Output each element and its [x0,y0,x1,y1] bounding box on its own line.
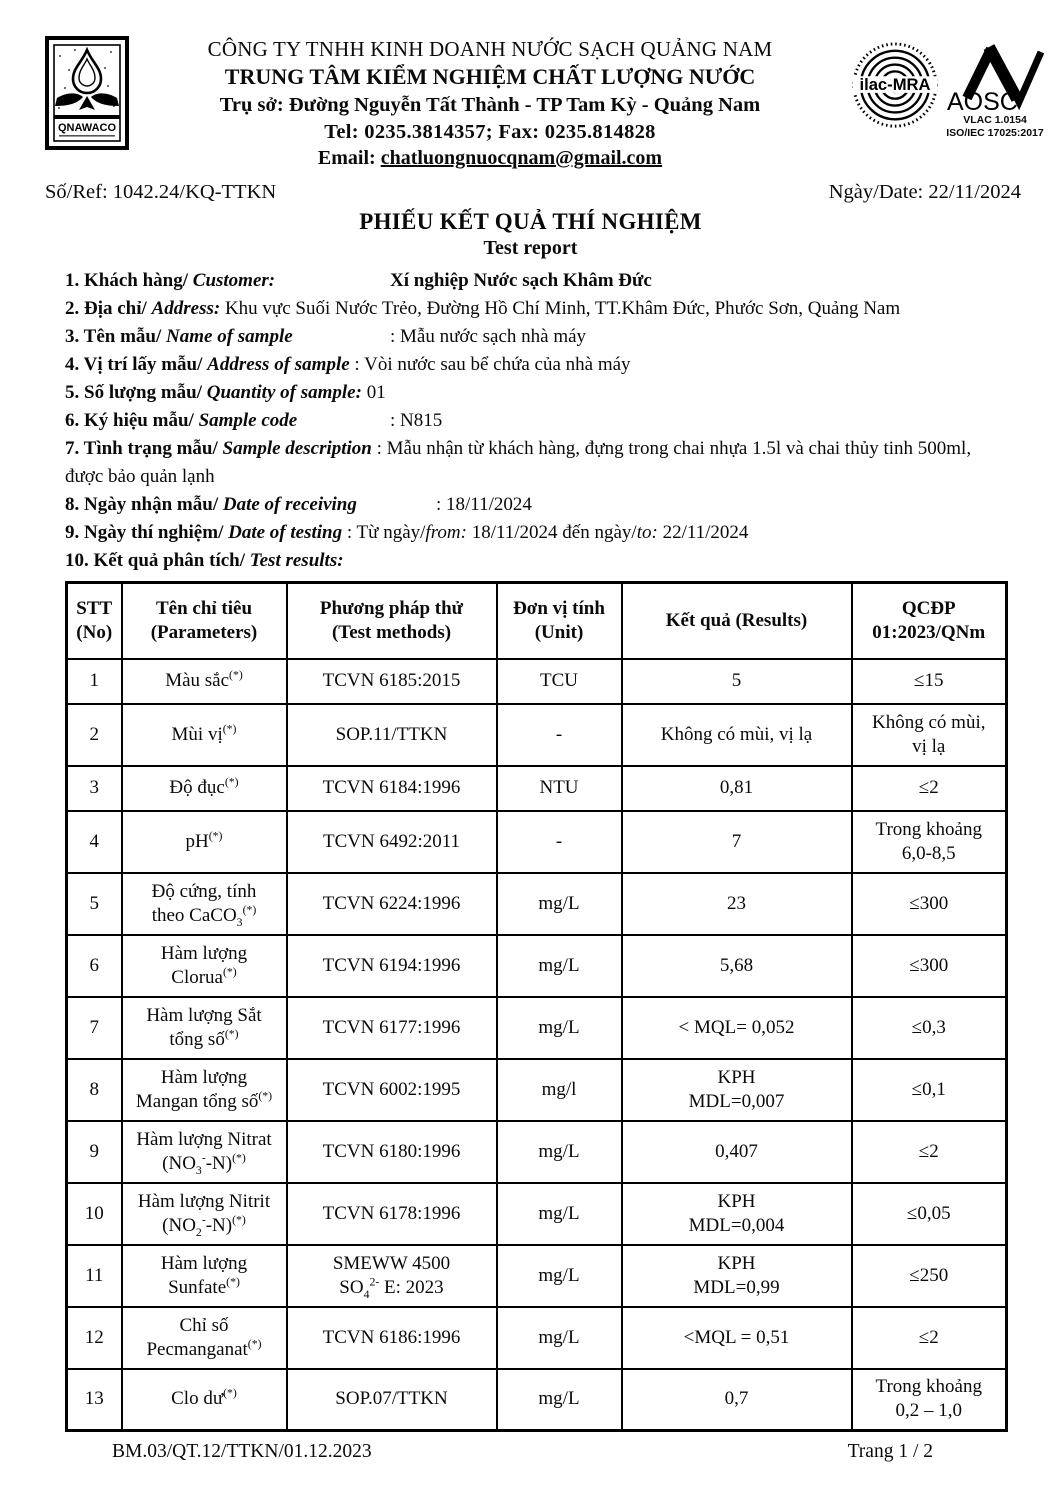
letterhead-text [135,36,845,171]
item-label: 7. Tình trạng mẫu/ Sample description [65,438,372,460]
info-items [65,267,1013,575]
ref-row [0,181,1061,204]
qnawaco-logo-text: QNAWACO [57,122,117,134]
item-label: 3. Tên mẫu/ Name of sample [65,326,293,348]
cell-parameter: Mùi vị(*) [122,704,287,766]
col-header-result: Kết quả (Results) [622,583,852,659]
info-item-4 [65,351,1013,379]
cell-unit: NTU [497,766,622,811]
report-title-vi: PHIẾU KẾT QUẢ THÍ NGHIỆM [359,209,702,235]
info-item-10 [65,547,1013,575]
cell-result: 23 [622,873,852,935]
cell-method: SOP.07/TTKN [287,1369,497,1431]
cell-method: TCVN 6224:1996 [287,873,497,935]
cell-result: 5 [622,659,852,704]
table-row-1 [67,659,1007,704]
letterhead [0,0,1061,171]
cell-stt: 1 [67,659,122,704]
cell-limit: ≤2 [852,1121,1007,1183]
cell-parameter: Độ cứng, tính theo CaCO$_3$(*) [122,873,287,935]
cell-parameter: Màu sắc(*) [122,659,287,704]
cell-method: TCVN 6185:2015 [287,659,497,704]
cell-result: KPH MDL=0,007 [622,1059,852,1121]
cell-limit: Không có mùi, vị lạ [852,704,1007,766]
cell-stt: 8 [67,1059,122,1121]
cell-stt: 3 [67,766,122,811]
info-item-2 [65,295,1013,323]
item-label: 9. Ngày thí nghiệm/ Date of testing [65,522,343,544]
cell-result: Không có mùi, vị lạ [622,704,852,766]
company-address: Trụ sở: Đường Nguyễn Tất Thành - TP Tam Kỳ - Quảng Nam [219,93,761,116]
cell-limit: ≤2 [852,766,1007,811]
cell-method: TCVN 6194:1996 [287,935,497,997]
table-row-12 [67,1307,1007,1369]
cell-method: TCVN 6180:1996 [287,1121,497,1183]
results-table-header-row [67,583,1007,659]
ilac-mra-icon [851,38,939,138]
table-row-6 [67,935,1007,997]
cell-unit: TCU [497,659,622,704]
cell-unit: mg/L [497,1307,622,1369]
cell-unit: mg/L [497,1121,622,1183]
item-label: 6. Ký hiệu mẫu/ Sample code [65,410,298,432]
item-value: : Vòi nước sau bể chứa của nhà máy [354,354,631,376]
item-value: 01 [366,382,386,404]
aosc-logo [945,36,1045,140]
results-table [65,581,1008,1432]
email-label: Email: [317,147,376,170]
cell-limit: Trong khoảng 0,2 – 1,0 [852,1369,1007,1431]
item-value: Khu vực Suối Nước Trẻo, Đường Hồ Chí Minh, TT.Khâm Đức, Phước Sơn, Quảng Nam [224,298,901,320]
col-header-unit: Đơn vị tính (Unit) [497,583,622,659]
cell-stt: 13 [67,1369,122,1431]
cell-method: SOP.11/TTKN [287,704,497,766]
cell-parameter: Hàm lượng Mangan tổng số(*) [122,1059,287,1121]
cell-unit: mg/l [497,1059,622,1121]
table-row-8 [67,1059,1007,1121]
cell-limit: ≤300 [852,873,1007,935]
item-label: 5. Số lượng mẫu/ Quantity of sample: [65,382,362,404]
info-item-5 [65,379,1013,407]
table-row-2 [67,704,1007,766]
cell-stt: 10 [67,1183,122,1245]
cell-parameter: Hàm lượng Clorua(*) [122,935,287,997]
cell-result: <MQL = 0,51 [622,1307,852,1369]
report-title-en: Test report [483,237,578,260]
cell-parameter: Clo dư(*) [122,1369,287,1431]
col-header-method: Phương pháp thử (Test methods) [287,583,497,659]
cell-limit: ≤2 [852,1307,1007,1369]
ilac-mra-text: ilac-MRA [859,74,931,94]
cell-parameter: Hàm lượng Nitrat $(NO_3^--N)^{(*)}$ [122,1121,287,1183]
table-row-5 [67,873,1007,935]
report-date: Ngày/Date: 22/11/2024 [828,181,1021,204]
cell-result: 0,7 [622,1369,852,1431]
col-header-limit: QCĐP 01:2023/QNm [852,583,1007,659]
cell-stt: 11 [67,1245,122,1307]
cell-method: TCVN 6177:1996 [287,997,497,1059]
table-row-3 [67,766,1007,811]
info-item-6 [65,407,1013,435]
page-footer [0,1432,1061,1463]
cell-method: TCVN 6002:1995 [287,1059,497,1121]
aosc-iso-standard: ISO/IEC 17025:2017 [946,127,1044,140]
cell-parameter: Hàm lượng Sunfate(*) [122,1245,287,1307]
cell-limit: ≤0,05 [852,1183,1007,1245]
cell-unit: mg/L [497,997,622,1059]
center-name: TRUNG TÂM KIỂM NGHIỆM CHẤT LƯỢNG NƯỚC [224,64,756,90]
col-header-parameter: Tên chỉ tiêu (Parameters) [122,583,287,659]
cell-parameter: Chỉ số Pecmanganat(*) [122,1307,287,1369]
col-header-stt: STT (No) [67,583,122,659]
cell-unit: - [497,704,622,766]
form-code: BM.03/QT.12/TTKN/01.12.2023 [112,1441,372,1463]
item-label: 10. Kết quả phân tích/ Test results: [65,550,344,572]
qnawaco-logo [45,36,129,155]
cell-limit: ≤300 [852,935,1007,997]
cell-unit: - [497,811,622,873]
cell-result: 0,81 [622,766,852,811]
table-row-10 [67,1183,1007,1245]
cell-unit: mg/L [497,1369,622,1431]
cell-method: TCVN 6184:1996 [287,766,497,811]
cell-result: KPH MDL=0,99 [622,1245,852,1307]
company-email-line [135,145,845,171]
table-row-9 [67,1121,1007,1183]
cell-unit: mg/L [497,873,622,935]
cell-method: TCVN 6492:2011 [287,811,497,873]
cell-method: TCVN 6186:1996 [287,1307,497,1369]
cell-stt: 6 [67,935,122,997]
cell-result: 0,407 [622,1121,852,1183]
info-item-8 [65,491,1013,519]
cell-stt: 7 [67,997,122,1059]
cell-stt: 2 [67,704,122,766]
info-item-9 [65,519,1013,547]
cell-result: 7 [622,811,852,873]
cell-parameter: Hàm lượng Nitrit $(NO_2^--N)^{(*)}$ [122,1183,287,1245]
cell-parameter: pH(*) [122,811,287,873]
ref-number: Số/Ref: 1042.24/KQ-TTKN [45,181,277,204]
water-company-logo-icon [45,36,129,150]
info-item-3 [65,323,1013,351]
cell-stt: 12 [67,1307,122,1369]
cell-parameter: Độ đục(*) [122,766,287,811]
results-table-body [67,659,1007,1431]
cell-limit: ≤15 [852,659,1007,704]
cell-result: 5,68 [622,935,852,997]
cell-stt: 9 [67,1121,122,1183]
item-label: 8. Ngày nhận mẫu/ Date of receiving [65,494,357,516]
item-value: : Mẫu nhận từ khách hàng, đựng trong chai nhựa 1.5l và chai thủy tinh 500ml, được bảo quản lạnh [65,438,972,488]
table-row-4 [67,811,1007,873]
ilac-mra-logo [851,36,939,143]
info-item-7 [65,435,1013,491]
cell-method: TCVN 6178:1996 [287,1183,497,1245]
aosc-accreditation-number: VLAC 1.0154 [963,114,1027,126]
item-label: 2. Địa chỉ/ Address: [65,298,221,320]
cell-stt: 4 [67,811,122,873]
item-value: : Mẫu nước sạch nhà máy [390,326,587,348]
cell-limit: Trong khoảng 6,0-8,5 [852,811,1007,873]
item-value: : Từ ngày/from: 18/11/2024 đến ngày/to: 22/11/2024 [346,522,749,544]
cell-limit: ≤0,1 [852,1059,1007,1121]
company-name: CÔNG TY TNHH KINH DOANH NƯỚC SẠCH QUẢNG NAM [207,37,773,61]
item-label: 4. Vị trí lấy mẫu/ Address of sample [65,354,350,376]
aosc-mark-icon [945,36,1045,114]
table-row-7 [67,997,1007,1059]
cell-result: KPH MDL=0,004 [622,1183,852,1245]
cell-unit: mg/L [497,1183,622,1245]
table-row-13 [67,1369,1007,1431]
cell-unit: mg/L [497,1245,622,1307]
table-row-11 [67,1245,1007,1307]
item-value: : N815 [390,410,443,432]
cell-parameter: Hàm lượng Sắt tổng số(*) [122,997,287,1059]
item-label: 1. Khách hàng/ Customer: [65,270,276,292]
item-value: Xí nghiệp Nước sạch Khâm Đức [390,270,652,292]
info-item-1 [65,267,1013,295]
page-number: Trang 1 / 2 [847,1441,933,1463]
cell-stt: 5 [67,873,122,935]
cell-result: < MQL= 0,052 [622,997,852,1059]
cell-limit: ≤250 [852,1245,1007,1307]
aosc-text: AOSC [947,88,1018,114]
cell-limit: ≤0,3 [852,997,1007,1059]
email-address: chatluongnuocqnam@gmail.com [380,147,663,170]
cell-unit: mg/L [497,935,622,997]
cell-method: SMEWW 4500 $SO_4^{2-}$ E: 2023 [287,1245,497,1307]
company-tel-fax: Tel: 0235.3814357; Fax: 0235.814828 [324,120,656,143]
item-value: : 18/11/2024 [436,494,532,516]
